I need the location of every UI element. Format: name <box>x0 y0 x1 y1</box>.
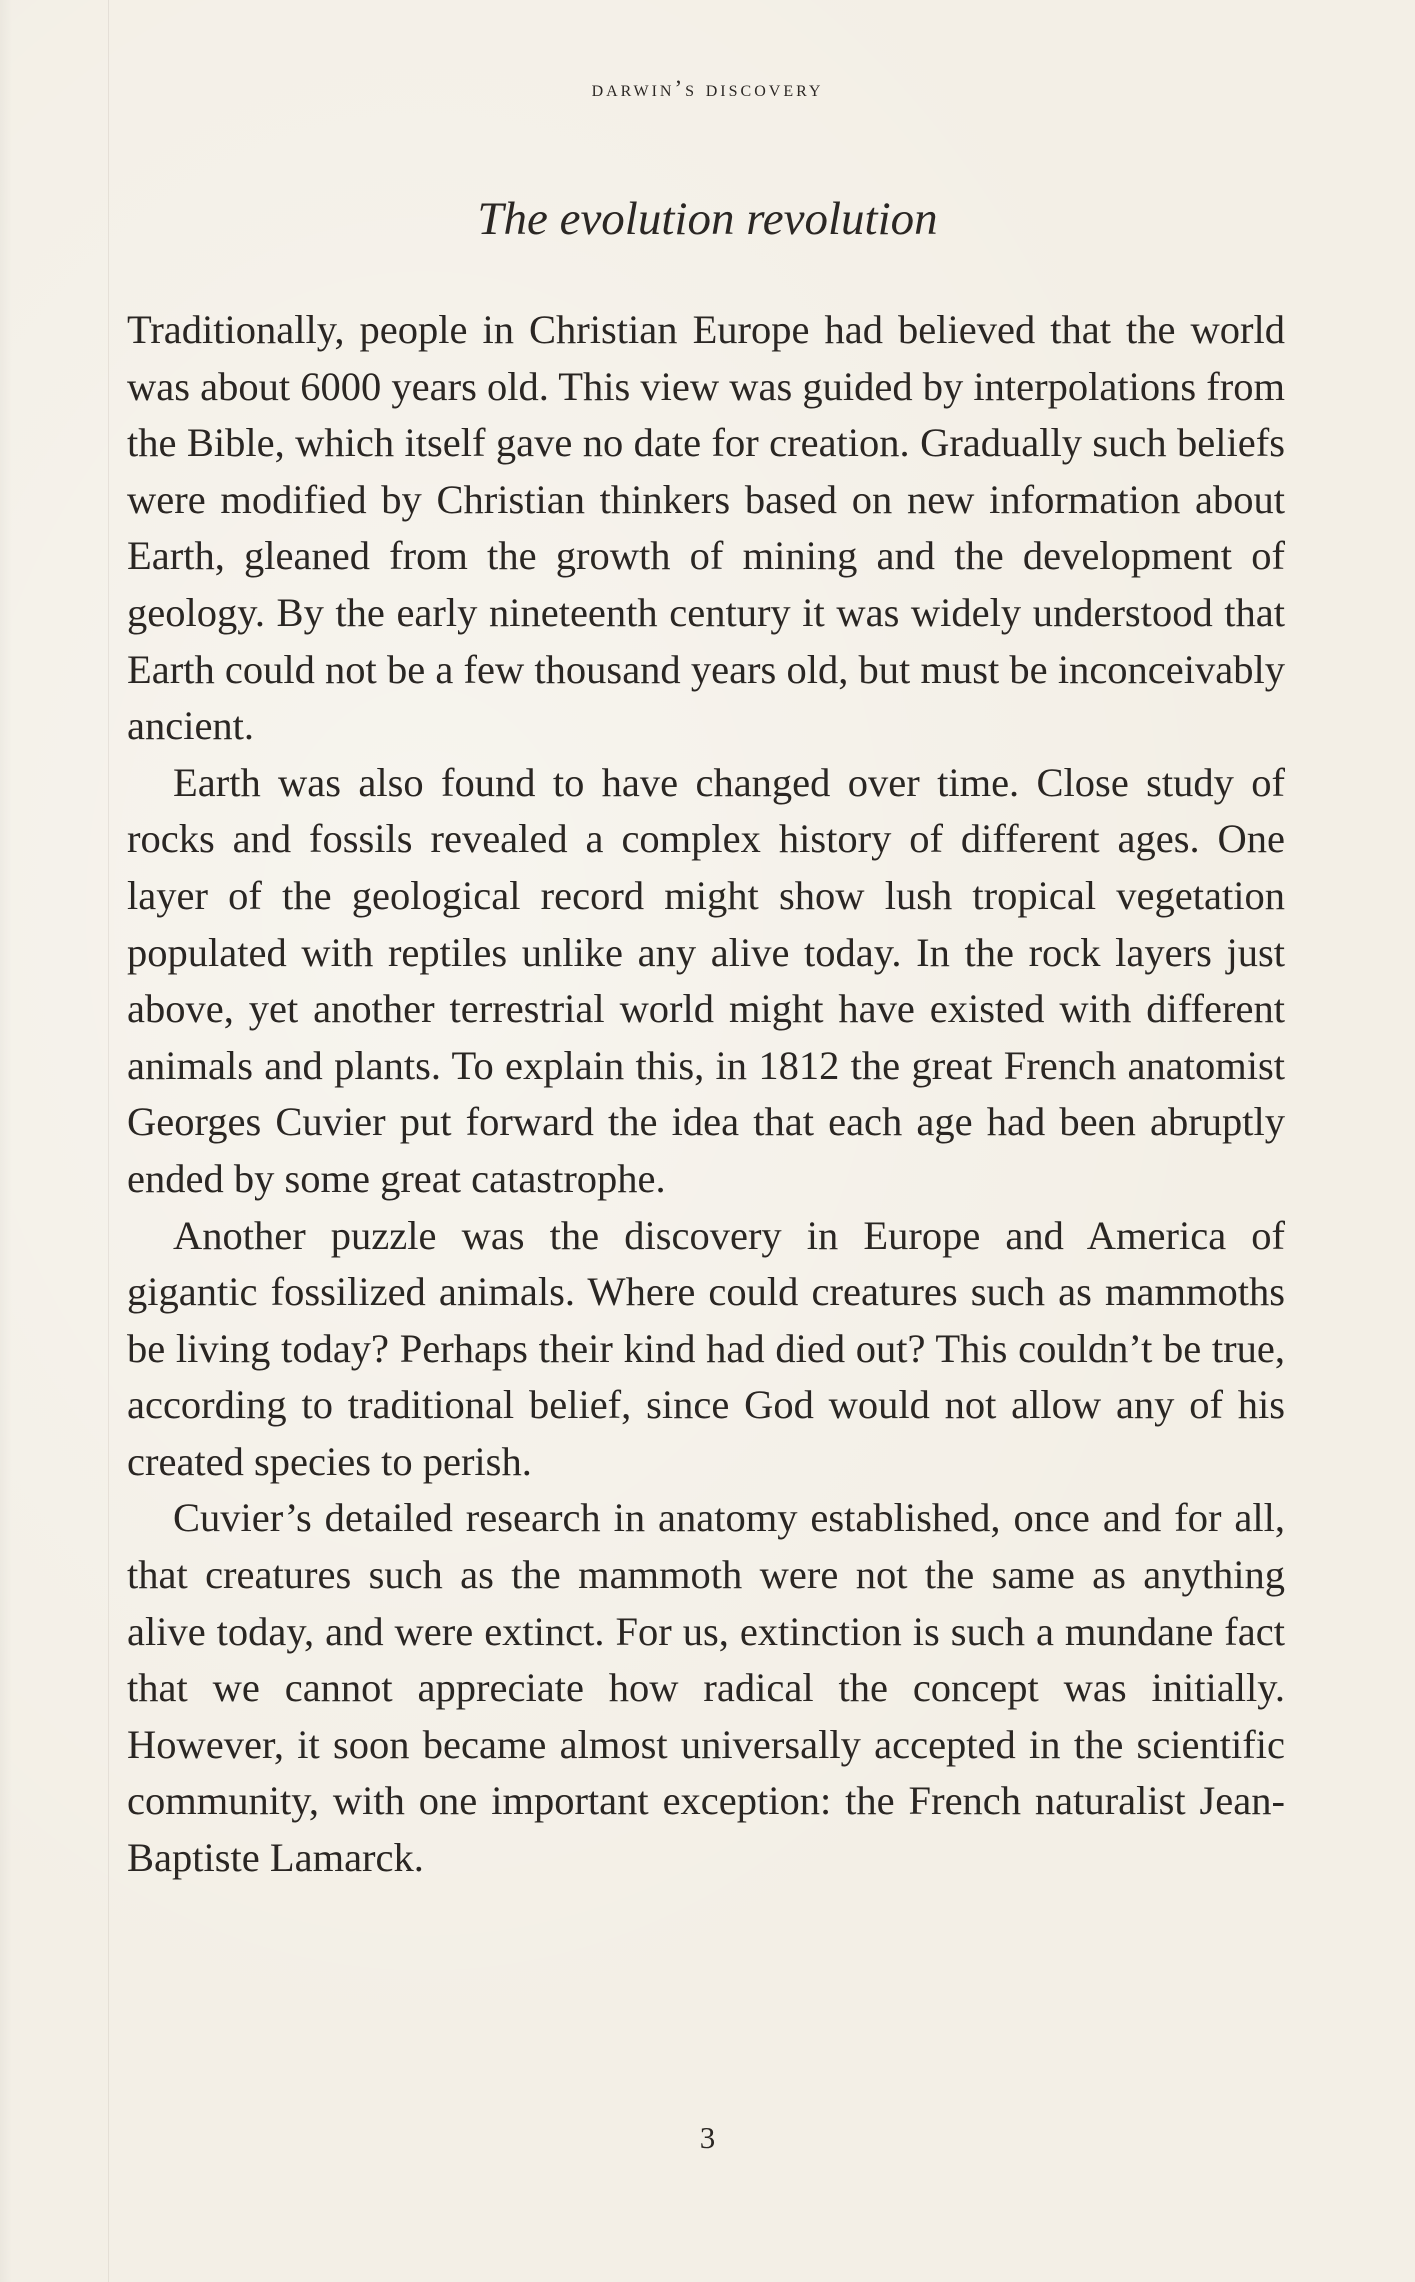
section-title: The evolution revolution <box>477 193 938 245</box>
running-head: darwin’s discovery <box>591 76 824 101</box>
page-gutter-shadow <box>108 0 109 2282</box>
paragraph-2: Earth was also found to have changed over time. Close study of rocks and fossils revealed a complex history of different ages. One layer of the geological record might show lush tropical vegetation populated with reptiles unlike any alive today. In the rock layers just above, yet another terrestrial world might have existed with different animals and plants. To explain this, in 1812 the great French anatomist Georges Cuvier put forward the idea that each age had been abruptly ended by some great catastrophe. <box>127 759 1285 1201</box>
paragraph-4: Cuvier’s detailed research in anatomy established, once and for all, that creatures such as the mammoth were not the same as anything alive today, and were extinct. For us, extinction is such a mundane fact that we cannot appreciate how radical the concept was initially. However, it soon became almost universally accepted in the scientific community, with one important exception: the French naturalist Jean-Baptiste Lamarck. <box>127 1495 1285 1881</box>
page-number: 3 <box>699 2120 716 2155</box>
paragraph-1: Traditionally, people in Christian Europe had believed that the world was about 6000 years old. This view was guided by interpolations from the Bible, which itself gave no date for creation. Gradually such beliefs were modified by Christian thinkers based on new information about Earth, gleaned from the growth of mining and the development of geology. By the early nineteenth century it was widely understood that Earth could not be a few thousand years old, but must be inconceivably ancient. <box>127 307 1285 749</box>
paragraph-3: Another puzzle was the discovery in Europe and America of gigantic fossilized animals. Where could creatures such as mammoths be living today? Perhaps their kind had died out? This couldn’t be true, according to traditional belief, since God would not allow any of his created species to perish. <box>127 1212 1285 1484</box>
body-text <box>127 302 1285 1887</box>
